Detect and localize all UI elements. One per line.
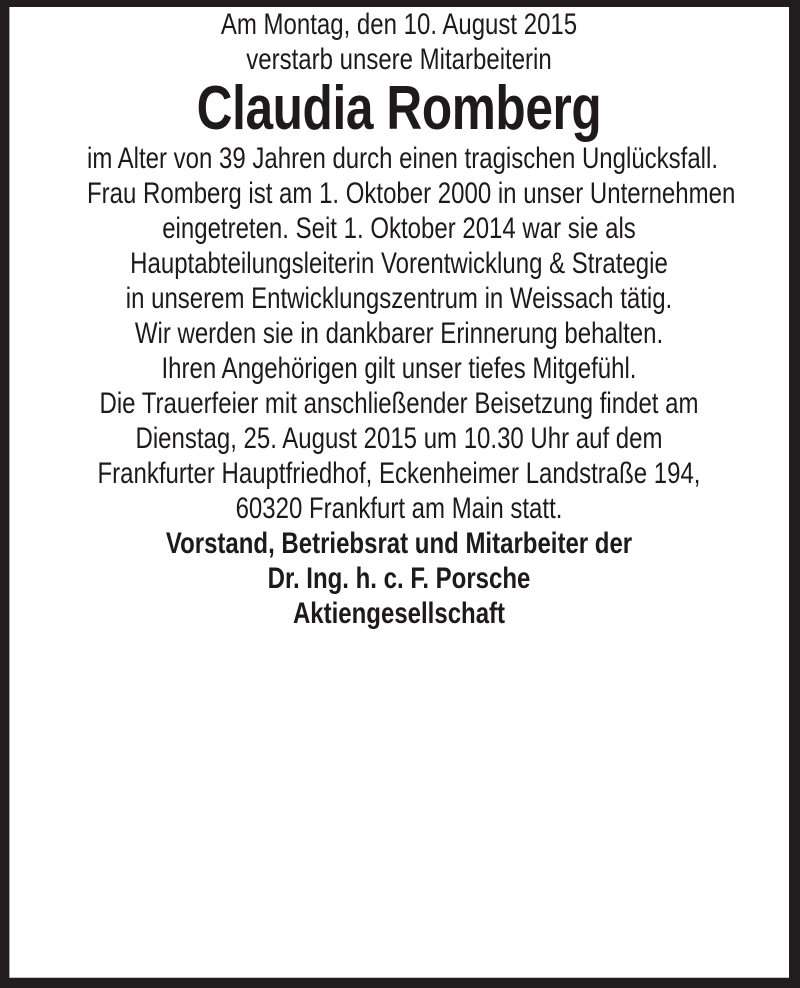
intro-paragraph	[87, 7, 711, 77]
notice-content	[87, 7, 736, 631]
career-line-2: eingetreten. Seit 1. Oktober 2014 war sie als	[162, 212, 636, 245]
career-line-1: Frau Romberg ist am 1. Oktober 2000 in unser Unternehmen	[87, 177, 736, 210]
career-line-3: Hauptabteilungsleiterin Vorentwicklung & Strategie	[130, 247, 668, 280]
funeral-line-1: Die Trauerfeier mit anschließender Beisetzung findet am	[99, 387, 699, 420]
deceased-name: Claudia Romberg	[196, 74, 602, 143]
remembrance-line-2: Ihren Angehörigen gilt unser tiefes Mitgefühl.	[161, 352, 637, 385]
deceased-role-line: verstarb unsere Mitarbeiterin	[246, 43, 552, 76]
career-paragraph	[87, 176, 736, 316]
remembrance-paragraph	[87, 316, 711, 386]
age-paragraph	[87, 141, 719, 176]
age-line: im Alter von 39 Jahren durch einen tragischen Unglücksfall.	[87, 142, 719, 175]
career-line-4: in unserem Entwicklungszentrum in Weissach tätig.	[125, 282, 673, 315]
funeral-line-2: Dienstag, 25. August 2015 um 10.30 Uhr auf dem	[135, 422, 663, 455]
funeral-line-4: 60320 Frankfurt am Main statt.	[235, 492, 563, 525]
death-date-line: Am Montag, den 10. August 2015	[220, 8, 578, 41]
company-name-line-1: Dr. Ing. h. c. F. Porsche	[267, 562, 531, 595]
remembrance-line-1: Wir werden sie in dankbarer Erinnerung behalten.	[134, 317, 664, 350]
company-name	[87, 561, 711, 631]
company-name-line-2: Aktiengesellschaft	[292, 597, 506, 630]
signoff-line: Vorstand, Betriebsrat und Mitarbeiter der	[165, 527, 633, 560]
funeral-details-paragraph	[87, 386, 711, 526]
funeral-line-3: Frankfurter Hauptfriedhof, Eckenheimer Landstraße 194,	[97, 457, 701, 490]
